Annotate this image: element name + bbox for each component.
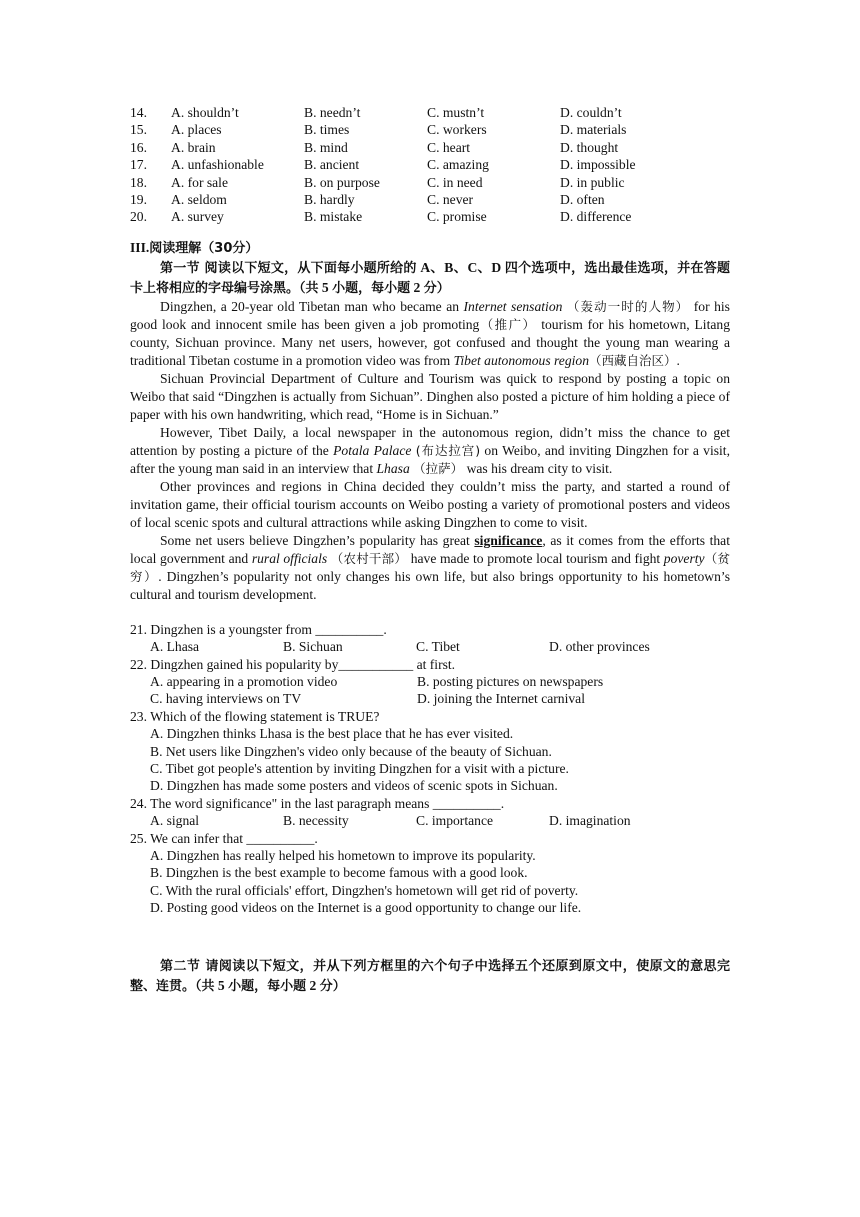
- option-c: C. workers: [427, 122, 487, 138]
- option-c: C. mustn’t: [427, 105, 485, 120]
- option-b: B. mistake: [304, 209, 363, 225]
- question-24: [130, 795, 730, 830]
- option-a: A. shouldn’t: [171, 105, 239, 120]
- option-d: D. Posting good videos on the Internet is a good opportunity to change our life.: [150, 900, 582, 916]
- cloze-row: [130, 174, 730, 191]
- option-a: A. Lhasa: [150, 639, 200, 655]
- option-d: D. couldn’t: [560, 105, 622, 120]
- question-22: [130, 656, 730, 708]
- option-d: D. thought: [560, 139, 619, 155]
- option-c: C. promise: [427, 209, 487, 225]
- question-25: [130, 830, 730, 917]
- part1-instructions: 第一节 阅读以下短文，从下面每小题所给的 A、B、C、D 四个选项中，选出最佳选项，并在答题卡上将相应的字母编号涂黑。（共 5 小题，每小题 2 分）: [130, 259, 730, 296]
- option-c: C. having interviews on TV: [150, 691, 302, 707]
- option-a: A. signal: [150, 813, 200, 829]
- question-stem: 23. Which of the flowing statement is TRUE?: [130, 708, 380, 724]
- cloze-row: [130, 191, 730, 208]
- option-d: D. Dingzhen has made some posters and videos of scenic spots in Sichuan.: [150, 778, 558, 794]
- part2-instructions: 第二节 请阅读以下短文，并从下列方框里的六个句子中选择五个还原到原文中，使原文的意思完整、连贯。（共 5 小题，每小题 2 分）: [130, 958, 730, 994]
- cloze-row: [130, 156, 730, 173]
- question-number: 17.: [130, 157, 147, 173]
- option-c: C. heart: [427, 139, 471, 155]
- option-d: D. impossible: [560, 157, 636, 173]
- question-stem: 25. We can infer that __________.: [130, 830, 318, 846]
- option-c: C. importance: [416, 813, 494, 829]
- option-a: A. unfashionable: [171, 157, 264, 173]
- question-23: [130, 708, 730, 795]
- option-c: C. With the rural officials' effort, Dingzhen's hometown will get rid of poverty.: [150, 882, 579, 898]
- question-stem: 24. The word significance" in the last paragraph means __________.: [130, 795, 505, 811]
- option-d: D. imagination: [549, 813, 631, 829]
- question-21: [130, 621, 730, 656]
- option-c: C. never: [427, 191, 474, 207]
- cloze-row: [130, 104, 730, 121]
- option-b: B. times: [304, 122, 350, 138]
- reading-passage: [130, 298, 730, 604]
- option-c: C. in need: [427, 174, 483, 190]
- question-stem: 21. Dingzhen is a youngster from __________.: [130, 621, 387, 637]
- question-number: 18.: [130, 174, 147, 190]
- option-d: D. joining the Internet carnival: [417, 691, 585, 707]
- option-b: B. hardly: [304, 191, 355, 207]
- option-b: B. posting pictures on newspapers: [417, 673, 604, 689]
- option-b: B. ancient: [304, 157, 360, 173]
- cloze-row: [130, 208, 730, 225]
- question-number: 20.: [130, 209, 147, 225]
- option-c: C. Tibet got people's attention by inviting Dingzhen for a visit with a picture.: [150, 760, 569, 776]
- option-a: A. appearing in a promotion video: [150, 673, 338, 689]
- option-d: D. in public: [560, 174, 625, 190]
- cloze-options: [130, 104, 730, 226]
- option-b: B. Net users like Dingzhen's video only because of the beauty of Sichuan.: [150, 743, 552, 759]
- passage-paragraph-2: Sichuan Provincial Department of Culture and Tourism was quick to respond by posting a topic on Weibo that said “Dingzhen is actually from Sichuan”. Dinghen also posted a picture of him holding a piece of paper with his own handwriting, which read, “Home is in Sichuan.”: [130, 370, 730, 422]
- option-b: B. Dingzhen is the best example to become famous with a good look.: [150, 865, 528, 881]
- option-b: B. necessity: [283, 813, 349, 829]
- option-d: D. materials: [560, 122, 627, 138]
- option-a: A. brain: [171, 139, 216, 155]
- option-b: B. on purpose: [304, 174, 380, 190]
- passage-paragraph-5: Some net users believe Dingzhen’s popularity has great significance, as it comes from the efforts that local government and rural officials （农村干部） have made to promote local tourism and fight poverty（贫穷）. Dingzhen’s popularity not only changes his own life, but also brings opportunity to his hometown’s cultural and tourism development.: [130, 532, 730, 602]
- option-d: D. other provinces: [549, 639, 650, 655]
- option-a: A. seldom: [171, 191, 227, 207]
- passage-paragraph-4: Other provinces and regions in China decided they couldn’t miss the party, and started a round of invitation game, their official tourism accounts on Weibo posting a variety of promotional posters and videos of local scenic spots and cultural attractions while asking Dingzhen to come to visit.: [130, 478, 730, 530]
- option-a: A. places: [171, 122, 222, 138]
- passage-paragraph-3: However, Tibet Daily, a local newspaper in the autonomous region, didn’t miss the chance to get attention by posting a picture of the Potala Palace (布达拉宫) on Weibo, and inviting Dingzhen for a visit, after the young man said in an interview that Lhasa （拉萨） was his dream city to visit.: [130, 424, 730, 476]
- option-d: D. difference: [560, 209, 632, 225]
- question-number: 15.: [130, 122, 147, 138]
- option-d: D. often: [560, 191, 605, 207]
- option-a: A. survey: [171, 209, 224, 225]
- passage-paragraph-1: Dingzhen, a 20-year old Tibetan man who became an Internet sensation （轰动一时的人物） for his good look and innocent smile has been given a job promoting（推广） tourism for his hometown, Litang county, Sichuan province. Many net users, however, got confused and thought the young man wearing a traditional Tibetan costume in a promotion video was from Tibet autonomous region（西藏自治区）.: [130, 298, 730, 368]
- option-a: A. Dingzhen thinks Lhasa is the best place that he has ever visited.: [150, 726, 514, 742]
- question-number: 14.: [130, 105, 147, 120]
- option-b: B. Sichuan: [283, 639, 343, 655]
- question-stem: 22. Dingzhen gained his popularity by___________ at first.: [130, 656, 456, 672]
- key-word: significance: [474, 532, 543, 548]
- option-a: A. Dingzhen has really helped his hometown to improve its popularity.: [150, 848, 536, 864]
- question-list: [130, 621, 730, 917]
- option-b: B. needn’t: [304, 105, 361, 120]
- option-b: B. mind: [304, 139, 348, 155]
- section-title: III.阅读理解（30分）: [130, 239, 259, 256]
- option-c: C. Tibet: [416, 639, 460, 655]
- cloze-row: [130, 121, 730, 138]
- exam-page: [130, 104, 730, 996]
- cloze-row: [130, 139, 730, 156]
- option-a: A. for sale: [171, 174, 228, 190]
- option-c: C. amazing: [427, 157, 489, 173]
- question-number: 16.: [130, 139, 147, 155]
- question-number: 19.: [130, 191, 147, 207]
